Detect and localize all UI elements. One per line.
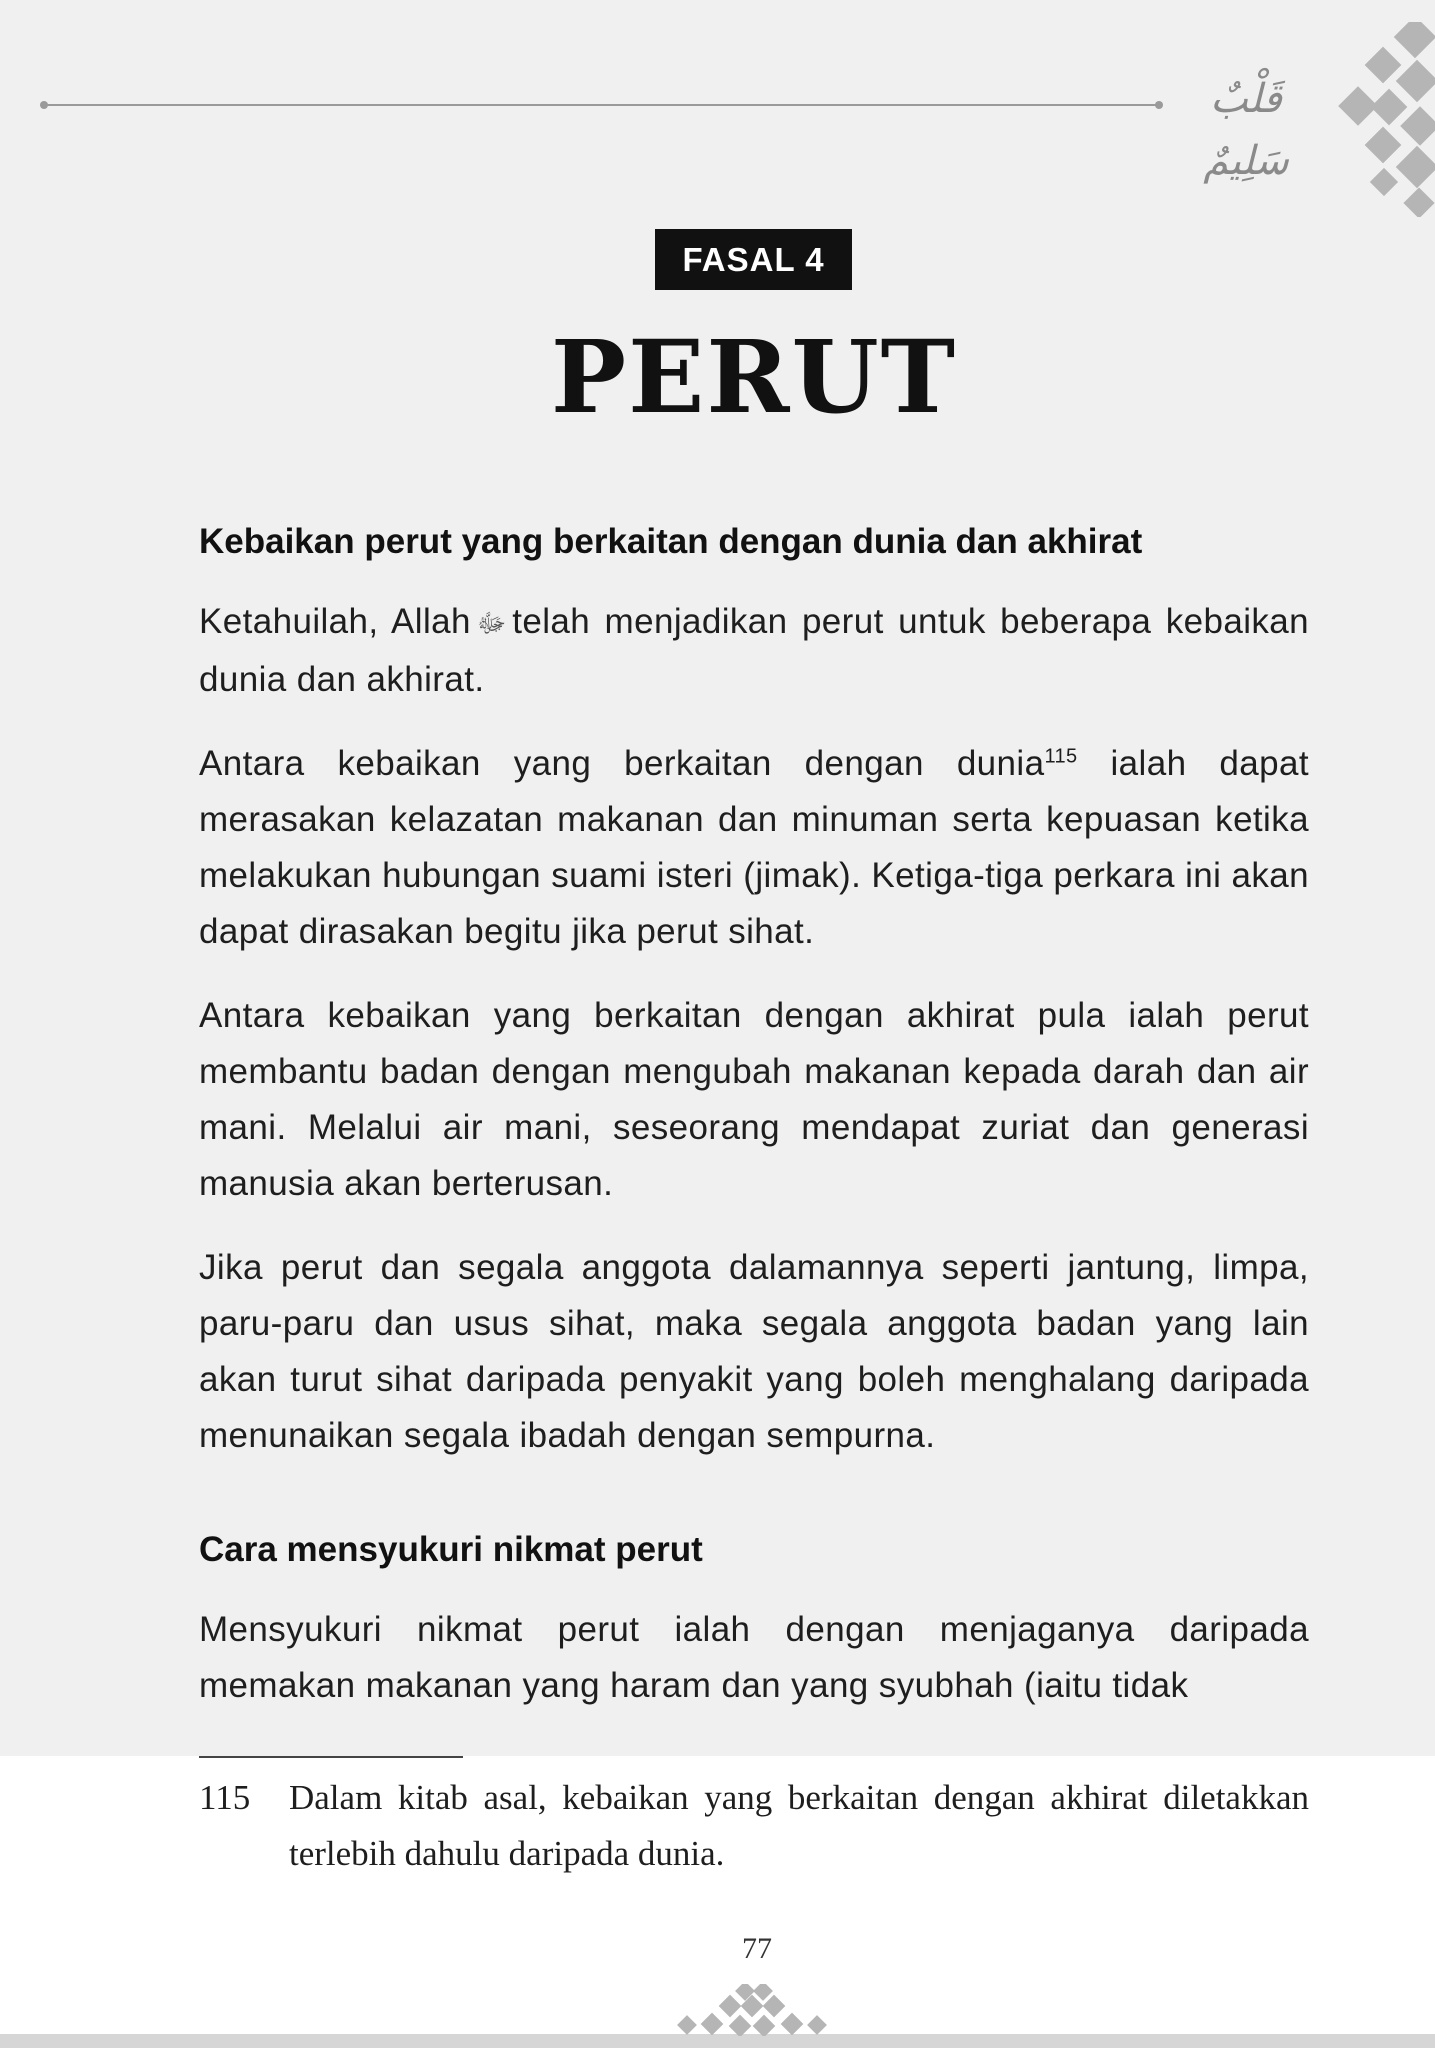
header-rule bbox=[44, 104, 1158, 106]
footnote-number: 115 bbox=[199, 1778, 251, 1817]
paragraph-worldly-before: Antara kebaikan yang berkaitan dengan dunia bbox=[199, 743, 1045, 783]
corner-ornament-icon bbox=[1330, 22, 1435, 217]
footnote-rule bbox=[199, 1756, 463, 1758]
header-rule-end-dot bbox=[1155, 101, 1163, 109]
paragraph-worldly-after: ialah dapat merasakan kelazatan makanan dan minuman serta kepuasan ketika melakukan hubungan suami isteri (jimak). Ketiga-tiga perkara ini akan dapat dirasakan begitu jika perut sihat. bbox=[199, 743, 1309, 951]
chapter-title: PERUT bbox=[550, 318, 958, 436]
paragraph-gratitude: Mensyukuri nikmat perut ialah dengan menjaganya daripada memakan makanan yang haram dan yang syubhah (iaitu tidak bbox=[199, 1609, 1309, 1705]
footnote bbox=[199, 1770, 1309, 1882]
paragraph-intro-after: telah menjadikan perut untuk beberapa kebaikan dunia dan akhirat. bbox=[199, 602, 1310, 699]
header-rule-start-dot bbox=[40, 101, 48, 109]
section-heading-benefits: Kebaikan perut yang berkaitan dengan dunia dan akhirat bbox=[199, 522, 1143, 561]
page-number: 77 bbox=[742, 1932, 772, 1965]
bottom-ornament-icon bbox=[672, 1984, 832, 2036]
book-title-mark: قَلْبٌ سَلِيمٌ bbox=[1203, 76, 1289, 184]
honorific-glyph: ﷻ bbox=[476, 608, 507, 639]
chapter-label: FASAL 4 bbox=[655, 229, 852, 290]
section-heading-gratitude: Cara mensyukuri nikmat perut bbox=[199, 1529, 703, 1569]
main-content bbox=[199, 514, 1309, 1714]
paragraph-worldly-benefit bbox=[199, 736, 1309, 960]
paragraph-intro-before: Ketahuilah, Allah bbox=[199, 602, 471, 641]
bottom-strip bbox=[0, 2034, 1435, 2048]
footnote-reference[interactable]: 115 bbox=[1044, 745, 1078, 768]
paragraph-hereafter-benefit: Antara kebaikan yang berkaitan dengan akhirat pula ialah perut membantu badan dengan mengubah makanan kepada darah dan air mani. Melalui air mani, seseorang mendapat zuriat dan generasi manusia akan berterusan. bbox=[199, 995, 1309, 1203]
paragraph-intro bbox=[199, 594, 1309, 708]
paragraph-health: Jika perut dan segala anggota dalamannya seperti jantung, limpa, paru-paru dan usus sihat, maka segala anggota badan yang lain akan turut sihat daripada penyakit yang boleh menghalang daripada menunaikan segala ibadah dengan sempurna. bbox=[199, 1247, 1309, 1455]
footnote-text: Dalam kitab asal, kebaikan yang berkaitan dengan akhirat diletakkan terlebih dahulu daripada dunia. bbox=[289, 1778, 1309, 1873]
